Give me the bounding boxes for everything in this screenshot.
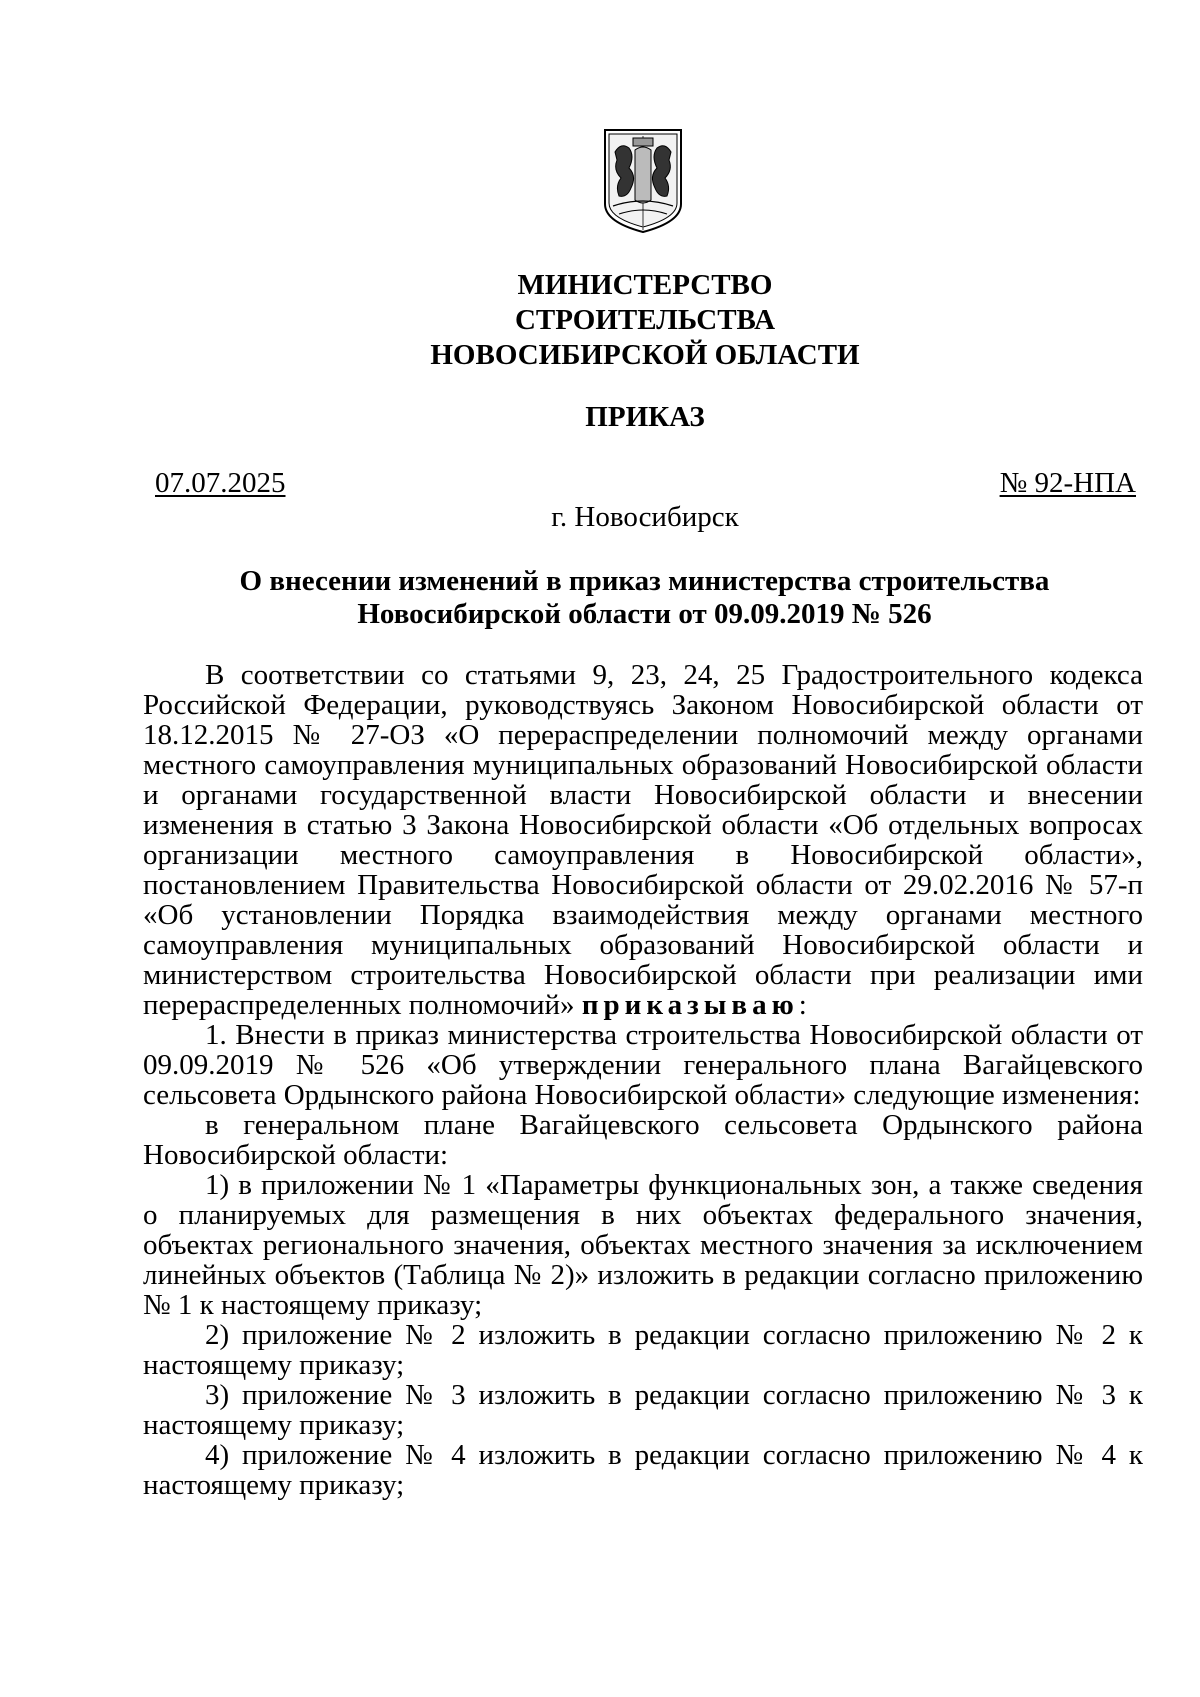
ministry-header [0,268,1200,373]
document-subject: О внесении изменений в приказ министерства строительства Новосибирской области от 09.09.2019 № 526 [239,565,1050,630]
subitem-4-paragraph: 4) приложение № 4 изложить в редакции согласно приложению № 4 к настоящему приказу; [143,1439,1143,1501]
document-body [143,660,1143,1500]
ministry-line-1: МИНИСТЕРСТВО [517,269,773,301]
document-city: г. Новосибирск [551,501,739,533]
document-type-title: ПРИКАЗ [585,401,705,433]
item-1-paragraph: 1. Внести в приказ министерства строительства Новосибирской области от 09.09.2019 № 526 «Об утверждении генерального плана Вагайцевского сельсовета Ордынского района Новосибирской области» следующие изменения: [143,1019,1143,1111]
subitem-1-paragraph: 1) в приложении № 1 «Параметры функциональных зон, а также сведения о планируемых для размещения в них объектах федерального значения, объектах регионального значения, объектах местного значения за исключением линейных объектов (Таблица № 2)» изложить в редакции согласно приложению № 1 к настоящему приказу; [143,1169,1143,1321]
ministry-line-3: НОВОСИБИРСКОЙ ОБЛАСТИ [430,339,860,371]
order-word: приказываю [581,989,799,1021]
subitem-3-paragraph: 3) приложение № 3 изложить в редакции согласно приложению № 3 к настоящему приказу; [143,1379,1143,1441]
document-number: № 92-НПА [999,467,1136,499]
ministry-line-2: СТРОИТЕЛЬСТВА [514,304,776,336]
subitem-2-paragraph: 2) приложение № 2 изложить в редакции согласно приложению № 2 к настоящему приказу; [143,1319,1143,1381]
preamble-paragraph [143,660,1143,1020]
preamble-text: В соответствии со статьями 9, 23, 24, 25 Градостроительного кодекса Российской Федерации, руководствуясь Законом Новосибирской области от 18.12.2015 № 27-ОЗ «О перераспределении полномочий между органами местного самоуправления муниципальных образований Новосибирской области и органами государственной власти Новосибирской области и внесении изменения в статью 3 Закона Новосибирской области «Об отдельных вопросах организации местного самоуправления в Новосибирской области», постановлением Правительства Новосибирской области от 29.02.2016 № 57-п «Об установлении Порядка взаимодействия между органами местного самоуправления муниципальных образований Новосибирской области и министерством строительства Новосибирской области при реализации ими перераспределенных полномочий» [143,659,1143,1021]
document-date: 07.07.2025 [155,467,286,499]
coat-of-arms-emblem [601,126,685,234]
item-1-intro-paragraph: в генеральном плане Вагайцевского сельсовета Ордынского района Новосибирской области: [143,1109,1143,1171]
order-colon: : [798,989,807,1021]
